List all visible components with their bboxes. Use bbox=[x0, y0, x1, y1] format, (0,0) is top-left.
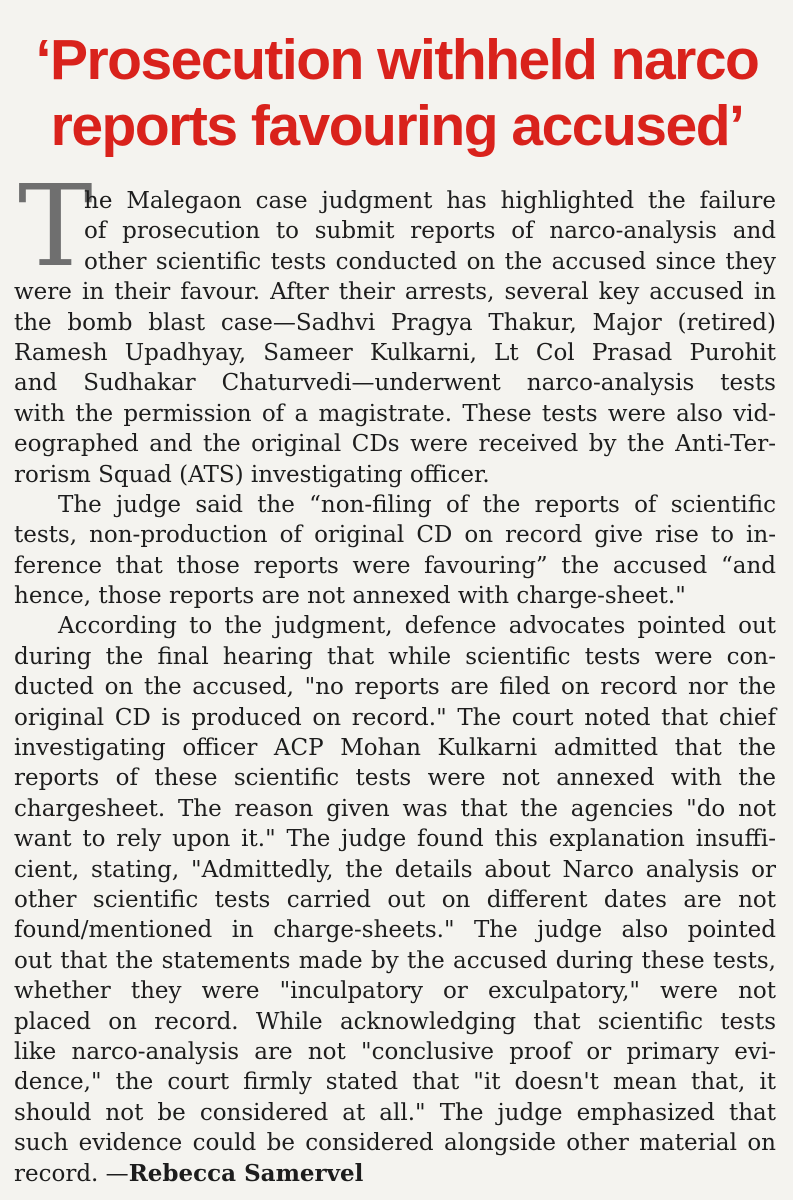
article-line: The judge said the “non-filing of the reports of scientific bbox=[58, 491, 776, 518]
article-line: cient, stating, "Admittedly, the details about Narco analysis or bbox=[14, 856, 776, 883]
article-line: rorism Squad (ATS) investigating officer. bbox=[14, 461, 490, 488]
article-line: should not be considered at all." The judge emphasized that bbox=[14, 1099, 776, 1126]
article-line: during the final hearing that while scientific tests were con- bbox=[14, 643, 776, 670]
article-line: like narco-analysis are not "conclusive proof or primary evi- bbox=[14, 1038, 776, 1065]
article-line: other scientific tests conducted on the accused since they bbox=[84, 248, 776, 275]
article-line: and Sudhakar Chaturvedi—underwent narco-analysis tests bbox=[14, 370, 776, 397]
article-line: want to rely upon it." The judge found this explanation insuffi- bbox=[14, 826, 776, 853]
article-line: placed on record. While acknowledging that scientific tests bbox=[14, 1008, 776, 1035]
byline: Rebecca Samervel bbox=[128, 1159, 364, 1187]
article-line: original CD is produced on record." The court noted that chief bbox=[14, 704, 776, 731]
article-line: Ramesh Upadhyay, Sameer Kulkarni, Lt Col Prasad Purohit bbox=[14, 339, 776, 366]
article-line: with the permission of a magistrate. These tests were also vid- bbox=[14, 400, 776, 427]
article-line: record. — bbox=[14, 1160, 129, 1187]
article-line: found/mentioned in charge-sheets." The judge also pointed bbox=[14, 917, 776, 944]
article-line: According to the judgment, defence advocates pointed out bbox=[58, 613, 776, 640]
article-line: tests, non-production of original CD on record give rise to in- bbox=[14, 522, 776, 549]
article-line: of prosecution to submit reports of narco-analysis and bbox=[84, 218, 776, 245]
headline-line-1: ‘Prosecution withheld narco bbox=[35, 28, 759, 92]
article-last-line bbox=[14, 1159, 776, 1189]
article-line: such evidence could be considered alongside other material on bbox=[14, 1130, 776, 1157]
headline-line-2: reports favouring accused’ bbox=[50, 94, 744, 158]
article-line: whether they were "inculpatory or exculpatory," were not bbox=[14, 978, 776, 1005]
article-line: other scientific tests carried out on different dates are not bbox=[14, 886, 776, 913]
article-line: he Malegaon case judgment has highlighted the failure bbox=[84, 188, 776, 214]
article-line: ference that those reports were favouring” the accused “and bbox=[14, 552, 776, 579]
article-line: hence, those reports are not annexed with charge-sheet." bbox=[14, 583, 686, 610]
article-line: the bomb blast case—Sadhvi Pragya Thakur, Major (retired) bbox=[14, 309, 776, 336]
article-body bbox=[14, 186, 776, 1189]
drop-cap: T bbox=[18, 162, 93, 292]
article-line: reports of these scientific tests were not annexed with the bbox=[14, 765, 776, 792]
article-line: out that the statements made by the accused during these tests, bbox=[14, 947, 776, 974]
article-line: dence," the court firmly stated that "it doesn't mean that, it bbox=[14, 1069, 776, 1096]
article-line: investigating officer ACP Mohan Kulkarni admitted that the bbox=[14, 735, 776, 762]
article-line: were in their favour. After their arrests, several key accused in bbox=[14, 279, 776, 306]
headline bbox=[12, 27, 782, 159]
article-line: eographed and the original CDs were received by the Anti-Ter- bbox=[14, 431, 776, 458]
masthead-cutoff bbox=[0, 0, 793, 26]
article-line: ducted on the accused, "no reports are filed on record nor the bbox=[14, 674, 776, 701]
article-line: chargesheet. The reason given was that the agencies "do not bbox=[14, 795, 776, 822]
